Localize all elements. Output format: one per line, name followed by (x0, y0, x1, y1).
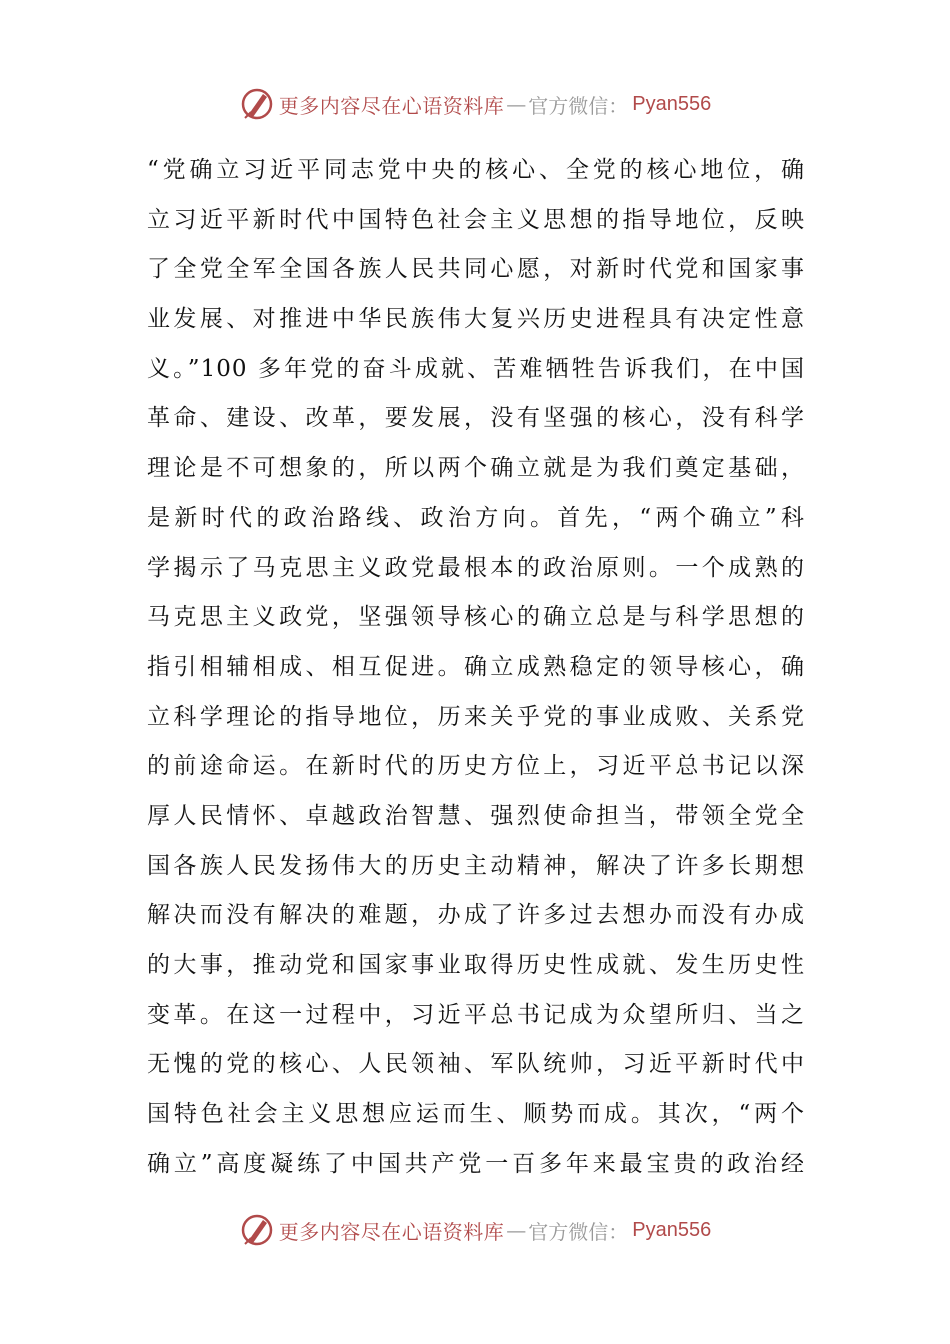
body-text-line: 革命、建设、改革，要发展，没有坚强的核心，没有科学 (147, 405, 805, 432)
body-text-line: 解决而没有解决的难题，办成了许多过去想办而没有办成 (147, 902, 805, 929)
header-site-text: 更多内容尽在心语资料库 (278, 93, 505, 118)
pen-circle-logo-icon (239, 1212, 275, 1248)
footer-dash: — (506, 1218, 527, 1242)
body-text-line: 马克思主义政党，坚强领导核心的确立总是与科学思想的 (147, 604, 805, 631)
body-text-line: 立习近平新时代中国特色社会主义思想的指导地位，反映 (147, 206, 805, 233)
footer-wechat-label: 官方微信： (528, 1219, 629, 1244)
body-text-line: 国特色社会主义思想应运而生、顺势而成。其次，“两个 (147, 1101, 805, 1128)
body-text-line: 立科学理论的指导地位，历来关乎党的事业成败、关系党 (147, 703, 805, 730)
body-text-line: 是新时代的政治路线、政治方向。首先，“两个确立”科 (147, 504, 805, 531)
body-text-line: 无愧的党的核心、人民领袖、军队统帅，习近平新时代中 (147, 1051, 805, 1078)
header-wechat-id: Pyan556 (632, 92, 712, 115)
body-text-line: “党确立习近平同志党中央的核心、全党的核心地位，确 (147, 157, 805, 183)
header-banner (0, 84, 950, 124)
body-text-line: 了全党全军全国各族人民共同心愿，对新时代党和国家事 (147, 256, 805, 283)
body-text-line: 学揭示了马克思主义政党最根本的政治原则。一个成熟的 (147, 554, 805, 581)
body-text-line: 国各族人民发扬伟大的历史主动精神，解决了许多长期想 (147, 852, 805, 879)
body-text-line: 确立”高度凝练了中国共产党一百多年来最宝贵的政治经 (147, 1150, 805, 1177)
body-text-line: 理论是不可想象的，所以两个确立就是为我们奠定基础， (147, 455, 805, 482)
body-text-line: 厚人民情怀、卓越政治智慧、强烈使命担当，带领全党全 (147, 802, 805, 829)
body-text-line: 的大事，推动党和国家事业取得历史性成就、发生历史性 (147, 952, 805, 978)
body-text-line: 指引相辅相成、相互促进。确立成熟稳定的领导核心，确 (147, 653, 805, 680)
body-text-line: 的前途命运。在新时代的历史方位上，习近平总书记以深 (147, 753, 805, 780)
footer-banner (0, 1210, 950, 1250)
header-wechat-label: 官方微信： (528, 93, 629, 118)
pen-circle-logo-icon (239, 86, 275, 122)
body-text-line: 变革。在这一过程中，习近平总书记成为众望所归、当之 (147, 1001, 805, 1028)
document-body (147, 150, 805, 1193)
footer-site-text: 更多内容尽在心语资料库 (278, 1219, 505, 1244)
body-text-line: 义。”100 多年党的奋斗成就、苦难牺牲告诉我们，在中国 (147, 355, 805, 382)
footer-wechat-id: Pyan556 (632, 1218, 712, 1241)
header-dash: — (506, 92, 527, 116)
body-text-line: 业发展、对推进中华民族伟大复兴历史进程具有决定性意 (147, 306, 805, 333)
